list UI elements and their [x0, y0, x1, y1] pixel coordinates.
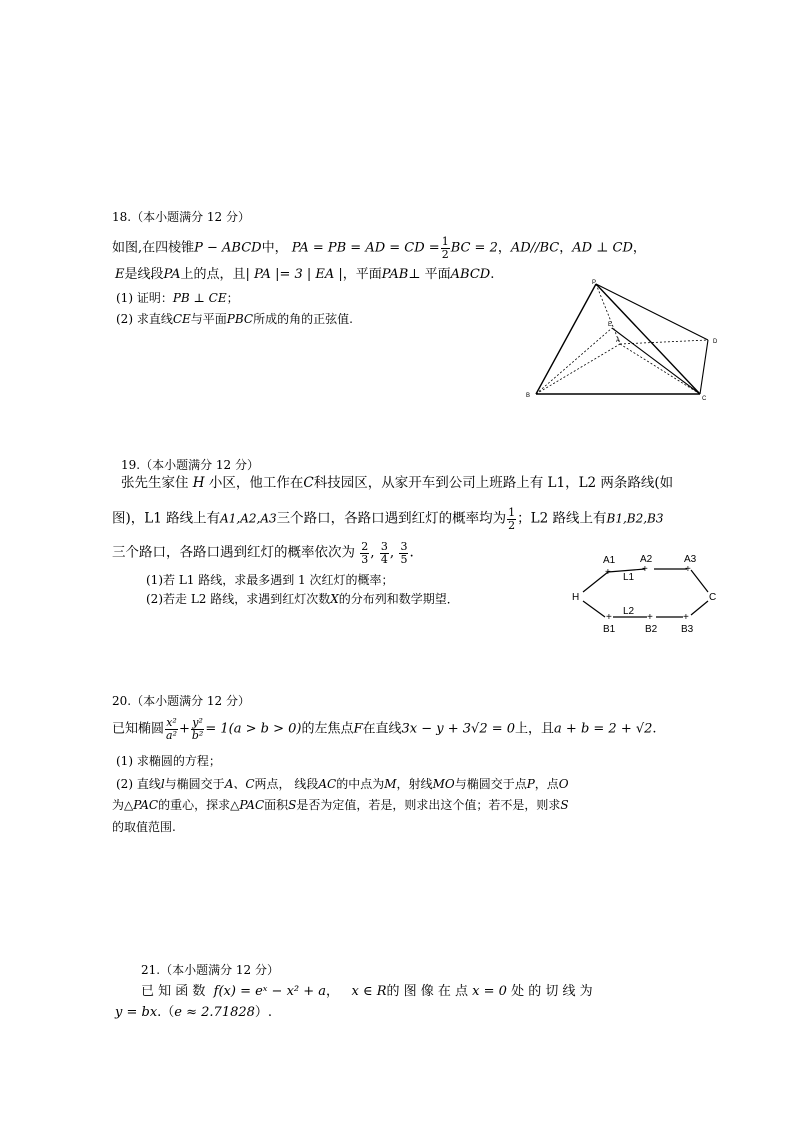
q19-prob-b2: $\frac{3}{4}$ — [380, 540, 388, 566]
edge-pa — [596, 284, 620, 344]
q20-line3: 为△PAC的重心，探求△PAC面积S是否为定值，若是，则求出这个值；若不是，则求S — [112, 798, 569, 812]
q19-half-fraction: $\frac{1}{2}$ — [508, 506, 516, 532]
route-a3-c — [691, 570, 708, 592]
q19-header: 19.（本小题满分 12 分） — [121, 458, 259, 472]
q18-stem-line1: 如图,在四棱锥P − ABCD中， PA = PB = AD = CD = $\frac{1}{2}$ BC = 2，AD//BC，AD ⊥ CD， — [112, 235, 646, 261]
q20-header: 20.（本小题满分 12 分） — [112, 694, 250, 708]
q20-line1: 已知椭圆 $\frac{\text{x²}}{\text{a²}}$ + $\frac{\text{y²}}{\text{b²}}$ = 1(a > b > 0)的左焦点F在直线3x − y + 3√2 = 0上，且a + b = 2 + √2. — [112, 716, 657, 742]
marker-a2: + — [642, 564, 648, 575]
label-b1: B1 — [603, 624, 616, 635]
label-a2: A2 — [640, 554, 653, 565]
marker-b2: + — [647, 612, 653, 623]
label-h: H — [572, 592, 580, 603]
q20-x-fraction: $\frac{\text{x²}}{\text{a²}}$ — [166, 716, 177, 742]
label-a3: A3 — [684, 554, 697, 565]
q18-pyramid-figure — [520, 276, 730, 406]
label-p: P — [592, 280, 597, 286]
q19-part1: (1)若 L1 路线，求最多遇到 1 次红灯的概率； — [146, 573, 394, 587]
edge-ba — [536, 344, 620, 394]
label-l2: L2 — [623, 606, 635, 617]
edge-pd — [596, 284, 708, 340]
label-b: B — [526, 393, 531, 399]
label-c: C — [702, 396, 707, 402]
label-b2: B2 — [645, 624, 658, 635]
marker-b3: + — [683, 612, 689, 623]
q20-part2: (2) 直线l与椭圆交于A、C两点， 线段AC的中点为M，射线MO与椭圆交于点P，点O — [116, 777, 569, 791]
q21-line1: 已 知 函 数 f(x) = eˣ − x² + a， x ∈ R的 图 像 在 点 x = 0 处 的 切 线 为 — [141, 984, 593, 999]
route-h-b1 — [583, 601, 605, 617]
label-c: C — [709, 592, 717, 603]
q18-half-fraction: $\frac{1}{2}$ — [441, 235, 449, 261]
marker-b1: + — [606, 612, 612, 623]
q20-y-fraction: $\frac{\text{y²}}{\text{b²}}$ — [191, 716, 204, 742]
q20-part1: (1) 求椭圆的方程； — [116, 754, 221, 768]
q18-part1: (1) 证明：PB ⊥ CE； — [116, 291, 239, 305]
q18-header: 18.（本小题满分 12 分） — [112, 210, 250, 224]
q19-line1: 张先生家住 H 小区，他工作在C科技园区，从家开车到公司上班路上有 L1，L2 两条路线(如 — [121, 475, 674, 491]
q19-line2: 图)，L1 路线上有A1,A2,A3三个路口，各路口遇到红灯的概率均为 $\frac{1}{2}$ ；L2 路线上有B1,B2,B3 — [112, 506, 664, 532]
q19-part2: (2)若走 L2 路线，求遇到红灯次数X的分布列和数学期望． — [146, 592, 459, 606]
edge-cd — [700, 340, 708, 394]
q19-line3: 三个路口，各路口遇到红灯的概率依次为 $\frac{2}{3}$ , $\frac{3}{4}$ , $\frac{3}{5}$ . — [112, 540, 414, 566]
label-e: E — [608, 322, 613, 328]
marker-a3: + — [685, 564, 691, 575]
route-b3-c — [691, 601, 708, 615]
q21-line2: y = bx.（e ≈ 2.71828）. — [115, 1005, 273, 1020]
edge-ad — [620, 340, 708, 344]
q19-prob-b1: $\frac{2}{3}$ — [361, 540, 369, 566]
edge-ec — [612, 328, 700, 394]
q18-stem-line2: E是线段PA上的点，且| PA |= 3 | EA |，平面PAB⊥ 平面ABCD. — [115, 267, 495, 282]
q19-route-diagram — [565, 548, 730, 638]
edge-pc — [596, 284, 700, 394]
marker-a1: + — [605, 567, 611, 578]
label-l1: L1 — [623, 572, 635, 583]
q20-line4: 的取值范围. — [112, 820, 176, 834]
q19-prob-b3: $\frac{3}{5}$ — [400, 540, 408, 566]
q18-part2: (2) 求直线CE与平面PBC所成的角的正弦值. — [116, 312, 353, 326]
label-a: A — [616, 338, 621, 344]
edge-pb — [536, 284, 596, 394]
label-a1: A1 — [603, 555, 616, 566]
label-b3: B3 — [681, 624, 694, 635]
q21-header: 21.（本小题满分 12 分） — [141, 963, 279, 977]
edge-be — [536, 328, 612, 394]
label-d: D — [713, 339, 718, 345]
